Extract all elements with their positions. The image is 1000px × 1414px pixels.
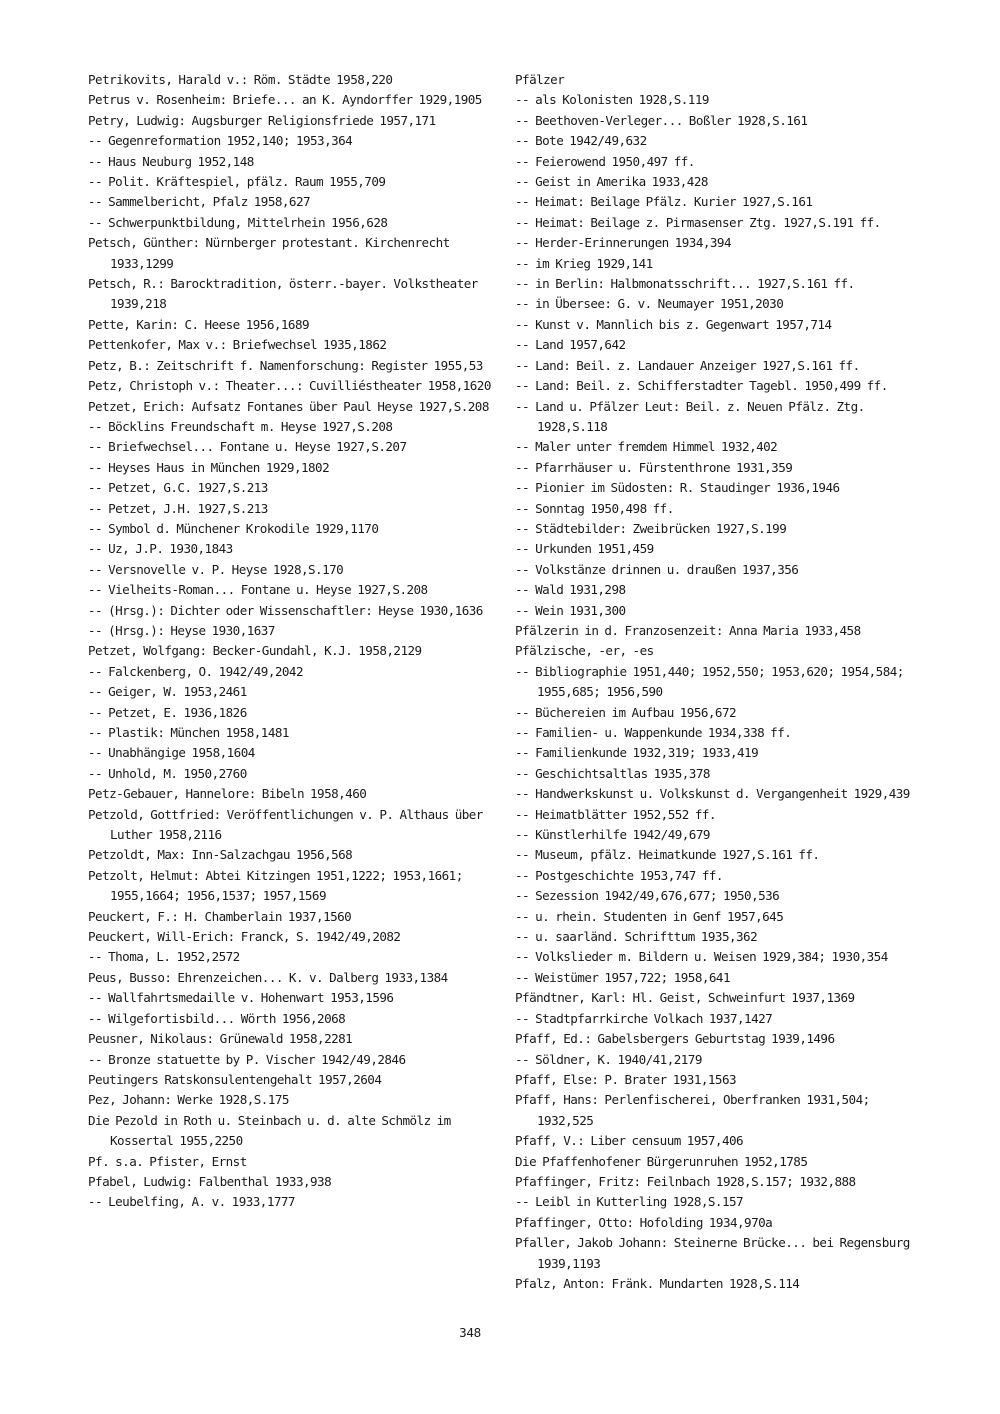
index-entry: Pfälzer [515, 72, 565, 87]
index-entry: -- Volkslieder m. Bildern u. Weisen 1929,384; 1930,354 [515, 949, 888, 965]
index-entry: -- Postgeschichte 1953,747 ff. [515, 867, 723, 883]
index-entry: -- (Hrsg.): Heyse 1930,1637 [88, 622, 275, 638]
index-entry: -- Bote 1942/49,632 [515, 133, 647, 149]
index-entry: -- (Hrsg.): Dichter oder Wissenschaftler: Heyse 1930,1636 [88, 602, 483, 618]
index-entry: -- Leubelfing, A. v. 1933,1777 [88, 1194, 295, 1210]
index-entry: Pfälzerin in d. Franzosenzeit: Anna Maria 1933,458 [515, 622, 861, 638]
index-entry: -- Böcklins Freundschaft m. Heyse 1927,S.208 [88, 418, 393, 434]
right-column [515, 70, 920, 1294]
index-entry: Peusner, Nikolaus: Grünewald 1958,2281 [88, 1031, 353, 1047]
index-entry: -- Familienkunde 1932,319; 1933,419 [515, 745, 759, 761]
index-entry: Peuckert, F.: H. Chamberlain 1937,1560 [88, 908, 352, 924]
index-entry: -- Bronze statuette by P. Vischer 1942/49,2846 [88, 1051, 406, 1067]
index-entry: Petzet, Wolfgang: Becker-Gundahl, K.J. 1958,2129 [88, 643, 422, 659]
index-entry: -- Handwerkskunst u. Volkskunst d. Vergangenheit 1929,439 [515, 786, 910, 802]
index-entry: Petzolt, Helmut: Abtei Kitzingen 1951,1222; 1953,1661; 1955,1664; 1956,1537; 1957,1569 [88, 867, 463, 904]
index-entry: Pfändtner, Karl: Hl. Geist, Schweinfurt 1937,1369 [515, 990, 855, 1006]
index-entry: -- Herder-Erinnerungen 1934,394 [515, 235, 731, 251]
index-entry: -- Feierowend 1950,497 ff. [515, 153, 695, 169]
index-entry: -- Söldner, K. 1940/41,2179 [515, 1051, 702, 1067]
index-entry: -- in Berlin: Halbmonatsschrift... 1927,S.161 ff. [515, 276, 855, 292]
index-entry: Pez, Johann: Werke 1928,S.175 [88, 1092, 289, 1108]
index-entry: -- Bibliographie 1951,440; 1952,550; 1953,620; 1954,584; 1955,685; 1956,590 [515, 663, 904, 700]
index-entry: -- Uz, J.P. 1930,1843 [88, 541, 233, 557]
index-entry: Pfalz, Anton: Fränk. Mundarten 1928,S.114 [515, 1275, 800, 1291]
index-entry: -- Schwerpunktbildung, Mittelrhein 1956,628 [88, 214, 388, 230]
index-entry: Petzoldt, Max: Inn-Salzachgau 1956,568 [88, 847, 353, 863]
index-entry: -- in Übersee: G. v. Neumayer 1951,2030 [515, 296, 784, 312]
index-entry: Petrus v. Rosenheim: Briefe... an K. Ayndorffer 1929,1905 [88, 92, 482, 108]
index-entry: Pfaff, Hans: Perlenfischerei, Oberfranken 1931,504; 1932,525 [515, 1092, 870, 1128]
index-entry: Pfälzische, -er, -es [515, 643, 654, 659]
index-entry: -- Sezession 1942/49,676,677; 1950,536 [515, 888, 780, 904]
index-entry: -- Heyses Haus in München 1929,1802 [88, 459, 330, 475]
index-entry: -- als Kolonisten 1928,S.119 [515, 92, 709, 108]
index-entry: -- Pionier im Südosten: R. Staudinger 1936,1946 [515, 480, 840, 496]
index-entry: Die Pfaffenhofener Bürgerunruhen 1952,1785 [515, 1153, 808, 1169]
index-entry: -- im Krieg 1929,141 [515, 255, 653, 271]
index-entry: -- Haus Neuburg 1952,148 [88, 153, 254, 169]
index-entry: -- Vielheits-Roman... Fontane u. Heyse 1927,S.208 [88, 582, 428, 598]
index-entry: -- Briefwechsel... Fontane u. Heyse 1927,S.207 [88, 439, 407, 455]
index-entry: Petzold, Gottfried: Veröffentlichungen v. P. Althaus über Luther 1958,2116 [88, 806, 483, 843]
index-entry: -- Heimat: Beilage z. Pirmasenser Ztg. 1927,S.191 ff. [515, 214, 881, 230]
index-entry: Pette, Karin: C. Heese 1956,1689 [88, 316, 310, 332]
index-entry: -- Wilgefortisbild... Wörth 1956,2068 [88, 1010, 346, 1026]
index-entry: -- Sammelbericht, Pfalz 1958,627 [88, 194, 311, 210]
index-entry: Petz, B.: Zeitschrift f. Namenforschung: Register 1955,53 [88, 357, 483, 373]
index-entry: Petry, Ludwig: Augsburger Religionsfriede 1957,171 [88, 112, 436, 128]
index-entry: -- Wein 1931,300 [515, 602, 626, 618]
index-entry: -- Geschichtsaltlas 1935,378 [515, 765, 710, 781]
index-entry: -- Maler unter fremdem Himmel 1932,402 [515, 439, 778, 455]
index-entry: Petz, Christoph v.: Theater...: Cuvilliéstheater 1958,1620 [88, 378, 491, 394]
index-entry: -- Petzet, J.H. 1927,S.213 [88, 500, 268, 516]
index-entry: -- Geiger, W. 1953,2461 [88, 684, 247, 700]
index-entry: -- Wallfahrtsmedaille v. Hohenwart 1953,1596 [88, 990, 394, 1006]
index-entry: Petzet, Erich: Aufsatz Fontanes über Paul Heyse 1927,S.208 [88, 398, 489, 414]
index-entry: Pfaffinger, Fritz: Feilnbach 1928,S.157; 1932,888 [515, 1173, 856, 1189]
index-entry: -- Weistümer 1957,722; 1958,641 [515, 969, 730, 985]
index-entry: -- Petzet, E. 1936,1826 [88, 704, 247, 720]
index-entry: Peuckert, Will-Erich: Franck, S. 1942/49,2082 [88, 929, 401, 945]
index-entry: Petsch, Günther: Nürnberger protestant. Kirchenrecht 1933,1299 [88, 235, 450, 271]
index-entry: Pfabel, Ludwig: Falbenthal 1933,938 [88, 1173, 332, 1189]
index-entry: Petsch, R.: Barocktradition, österr.-bayer. Volkstheater 1939,218 [88, 276, 478, 312]
index-entry: -- Städtebilder: Zweibrücken 1927,S.199 [515, 520, 787, 536]
index-entry: Peutingers Ratskonsulentengehalt 1957,2604 [88, 1071, 382, 1087]
index-entry: -- Geist in Amerika 1933,428 [515, 174, 708, 190]
index-entry: -- Land: Beil. z. Schifferstadter Tagebl. 1950,499 ff. [515, 378, 888, 394]
index-entry: -- Unabhängige 1958,1604 [88, 745, 255, 761]
index-entry: Pf. s.a. Pfister, Ernst [88, 1153, 247, 1169]
index-entry: -- Beethoven-Verleger... Boßler 1928,S.161 [515, 112, 808, 128]
index-entry: Petrikovits, Harald v.: Röm. Städte 1958,220 [88, 72, 393, 87]
page-number: 348 [459, 1325, 481, 1340]
index-entry: -- Heimatblätter 1952,552 ff. [515, 806, 716, 822]
index-entry: -- Heimat: Beilage Pfälz. Kurier 1927,S.161 [515, 194, 813, 210]
index-entry: -- Urkunden 1951,459 [515, 541, 654, 557]
index-entry: -- Plastik: München 1958,1481 [88, 725, 289, 740]
index-entry: -- Unhold, M. 1950,2760 [88, 765, 247, 781]
index-entry: -- Land u. Pfälzer Leut: Beil. z. Neuen Pfälz. Ztg. 1928,S.118 [515, 398, 865, 434]
index-entry: -- Volkstänze drinnen u. draußen 1937,356 [515, 561, 799, 577]
index-entry: Pfaff, Ed.: Gabelsbergers Geburtstag 1939,1496 [515, 1031, 835, 1047]
index-entry: Pfaff, V.: Liber censuum 1957,406 [515, 1133, 744, 1149]
index-entry: -- u. rhein. Studenten in Genf 1957,645 [515, 908, 784, 924]
index-entry: -- Familien- u. Wappenkunde 1934,338 ff. [515, 725, 792, 740]
index-entry: -- Büchereien im Aufbau 1956,672 [515, 704, 737, 720]
index-entry: Pettenkofer, Max v.: Briefwechsel 1935,1862 [88, 337, 387, 353]
index-entry: -- Land: Beil. z. Landauer Anzeiger 1927,S.161 ff. [515, 357, 860, 373]
index-entry: Pfaff, Else: P. Brater 1931,1563 [515, 1071, 737, 1087]
index-entry: -- Thoma, L. 1952,2572 [88, 949, 240, 965]
index-entry: -- Museum, pfälz. Heimatkunde 1927,S.161 ff. [515, 847, 820, 863]
left-column [88, 70, 493, 1213]
index-entry: -- Gegenreformation 1952,140; 1953,364 [88, 133, 353, 149]
index-entry: -- Stadtpfarrkirche Volkach 1937,1427 [515, 1010, 773, 1026]
index-entry: -- Leibl in Kutterling 1928,S.157 [515, 1194, 744, 1210]
index-entry: Pfaller, Jakob Johann: Steinerne Brücke... bei Regensburg 1939,1193 [515, 1235, 910, 1271]
index-entry: -- Kunst v. Mannlich bis z. Gegenwart 1957,714 [515, 316, 832, 332]
index-entry: -- Symbol d. Münchener Krokodile 1929,1170 [88, 520, 379, 536]
index-entry: -- Falckenberg, O. 1942/49,2042 [88, 663, 303, 679]
index-entry: -- Wald 1931,298 [515, 582, 626, 598]
index-entry: -- Künstlerhilfe 1942/49,679 [515, 827, 710, 843]
index-entry: Die Pezold in Roth u. Steinbach u. d. alte Schmölz im Kossertal 1955,2250 [88, 1112, 451, 1149]
index-entry: -- Polit. Kräftespiel, pfälz. Raum 1955,709 [88, 174, 386, 190]
index-entry: -- Versnovelle v. P. Heyse 1928,S.170 [88, 561, 344, 577]
index-entry: -- u. saarländ. Schrifttum 1935,362 [515, 929, 758, 945]
index-entry: Peus, Busso: Ehrenzeichen... K. v. Dalberg 1933,1384 [88, 969, 448, 985]
index-entry: -- Sonntag 1950,498 ff. [515, 500, 674, 516]
index-entry: Petz-Gebauer, Hannelore: Bibeln 1958,460 [88, 786, 367, 802]
index-entry: -- Pfarrhäuser u. Fürstenthrone 1931,359 [515, 459, 793, 475]
index-entry: Pfaffinger, Otto: Hofolding 1934,970a [515, 1214, 773, 1230]
index-entry: -- Land 1957,642 [515, 337, 626, 353]
index-entry: -- Petzet, G.C. 1927,S.213 [88, 480, 268, 496]
